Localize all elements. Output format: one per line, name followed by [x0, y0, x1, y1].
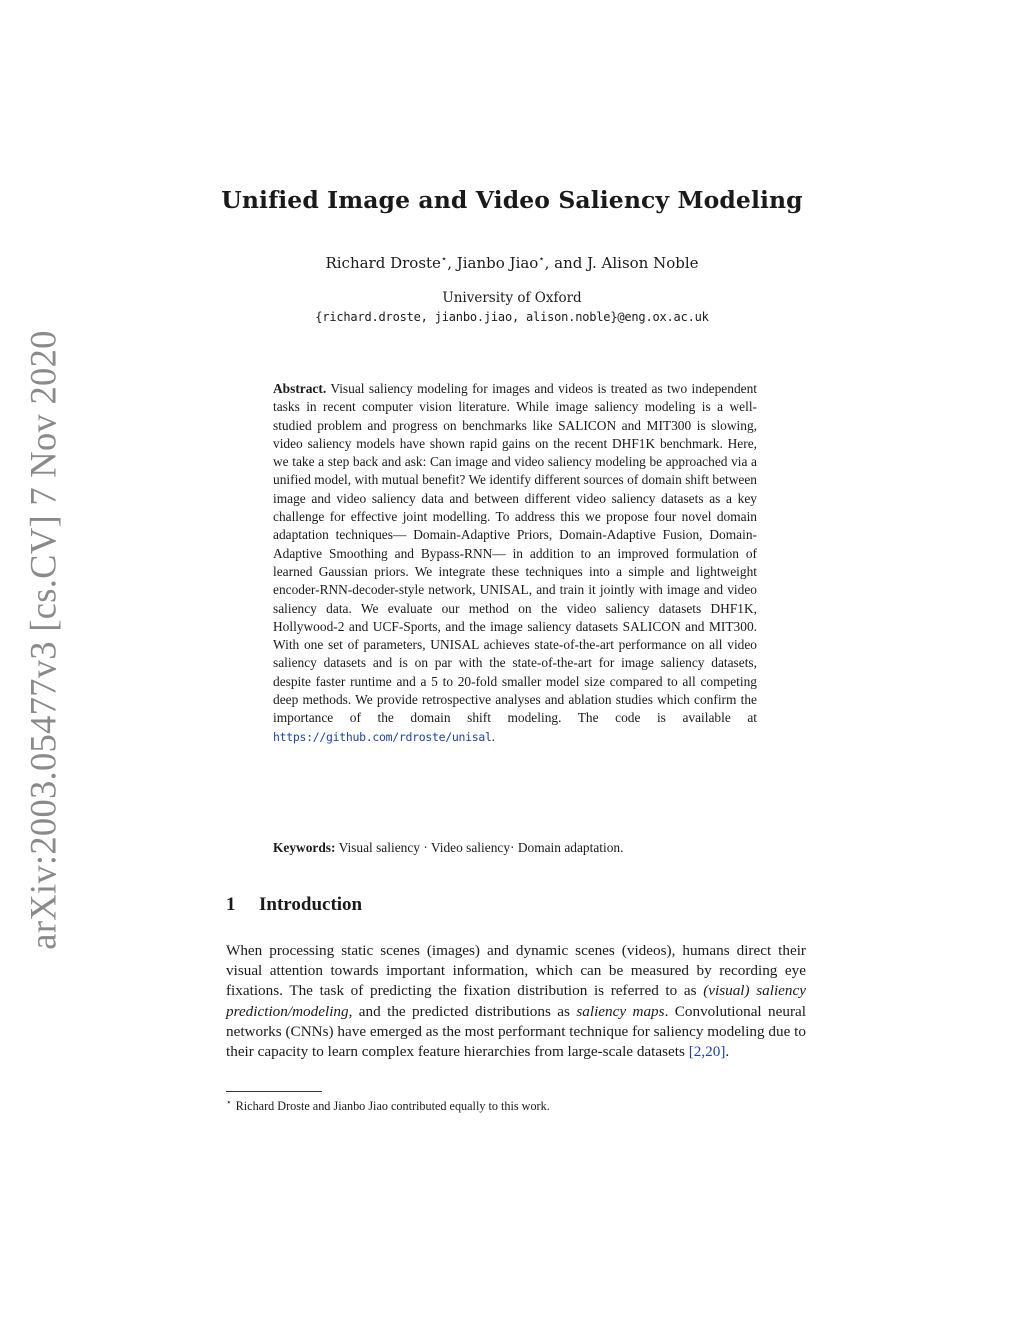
equal-contribution-mark: ⋆ — [440, 254, 448, 265]
footnote-text: Richard Droste and Jianbo Jiao contributed equally to this work. — [235, 1099, 550, 1114]
affiliation: University of Oxford — [442, 290, 582, 306]
author-name: Jianbo Jiao — [456, 254, 539, 272]
intro-emphasis: (visual) saliency prediction/modeling — [226, 982, 806, 1020]
abstract-text: Visual saliency modeling for images and videos is treated as two independent tasks in recent computer vision literature. While image saliency modeling is a well-studied problem and progress on benchmarks like SALICON and MIT300 is slowing, video saliency models have shown rapid gains on the recent DHF1K benchmark. Here, we take a step back and ask: Can image and video saliency modeling be approached via a unified model, with mutual benefit? We identify different sources of domain shift between image and video saliency data and between different video saliency datasets as a key challenge for effective joint modelling. To address this we propose four novel domain adaptation techniques— Domain-Adaptive Priors, Domain-Adaptive Fusion, Domain-Adaptive Smoothing and Bypass-RNN— in addition to an improved formulation of learned Gaussian priors. We integrate these techniques into a simple and lightweight encoder-RNN-decoder-style network, UNISAL, and train it jointly with image and video saliency data. We evaluate our method on the video saliency datasets DHF1K, Hollywood-2 and UCF-Sports, and the image saliency datasets SALICON and MIT300. With one set of parameters, UNISAL achieves state-of-the-art performance on all video saliency datasets and is on par with the state-of-the-art for image saliency datasets, despite faster runtime and a 5 to 20-fold smaller model size compared to all competing deep methods. We provide retrospective analyses and ablation studies which confirm the importance of the domain shift modeling. The code is available at — [273, 381, 757, 726]
paper-title: Unified Image and Video Saliency Modeling — [221, 186, 803, 214]
author-name: and J. Alison Noble — [554, 254, 699, 272]
keywords-text: Visual saliency · Video saliency· Domain adaptation. — [338, 840, 624, 855]
intro-text: . — [725, 1043, 730, 1061]
author-separator: , — [544, 254, 555, 272]
author-emails: {richard.droste, jianbo.jiao, alison.noble}@eng.ox.ac.uk — [315, 310, 709, 324]
intro-text: . Convolutional neural networks (CNNs) have emerged as the most performant technique for saliency modeling due to their capacity to learn complex feature hierarchies from large-scale datasets — [226, 1002, 806, 1061]
keywords — [273, 840, 757, 856]
author-separator: , — [447, 254, 457, 272]
citation-link[interactable]: [2,20] — [688, 1043, 726, 1061]
keywords-label: Keywords: — [273, 840, 336, 855]
section-heading — [226, 894, 362, 916]
intro-emphasis: saliency maps — [576, 1002, 665, 1020]
intro-text: , and the predicted distributions as — [348, 1002, 577, 1020]
abstract-label: Abstract. — [273, 381, 327, 396]
arxiv-identifier-stamp: arXiv:2003.05477v3 [cs.CV] 7 Nov 2020 — [22, 330, 64, 950]
equal-contribution-mark: ⋆ — [538, 254, 545, 265]
author-name: Richard Droste — [325, 254, 441, 272]
code-link[interactable]: https://github.com/rdroste/unisal — [273, 729, 492, 744]
footnote-mark: ⋆ — [226, 1097, 232, 1107]
abstract — [273, 380, 757, 746]
abstract-end: . — [491, 728, 495, 744]
author-list — [0, 254, 1024, 272]
footnote-rule — [226, 1091, 322, 1092]
section-title: Introduction — [259, 894, 363, 915]
footnote — [226, 1097, 550, 1114]
intro-text: When processing static scenes (images) and dynamic scenes (videos), humans direct their visual attention towards important information, which can be measured by recording eye fixations. The task of predicting the fixation distribution is referred to as — [226, 942, 806, 1000]
section-number: 1 — [226, 894, 236, 915]
introduction-paragraph — [226, 941, 806, 1062]
